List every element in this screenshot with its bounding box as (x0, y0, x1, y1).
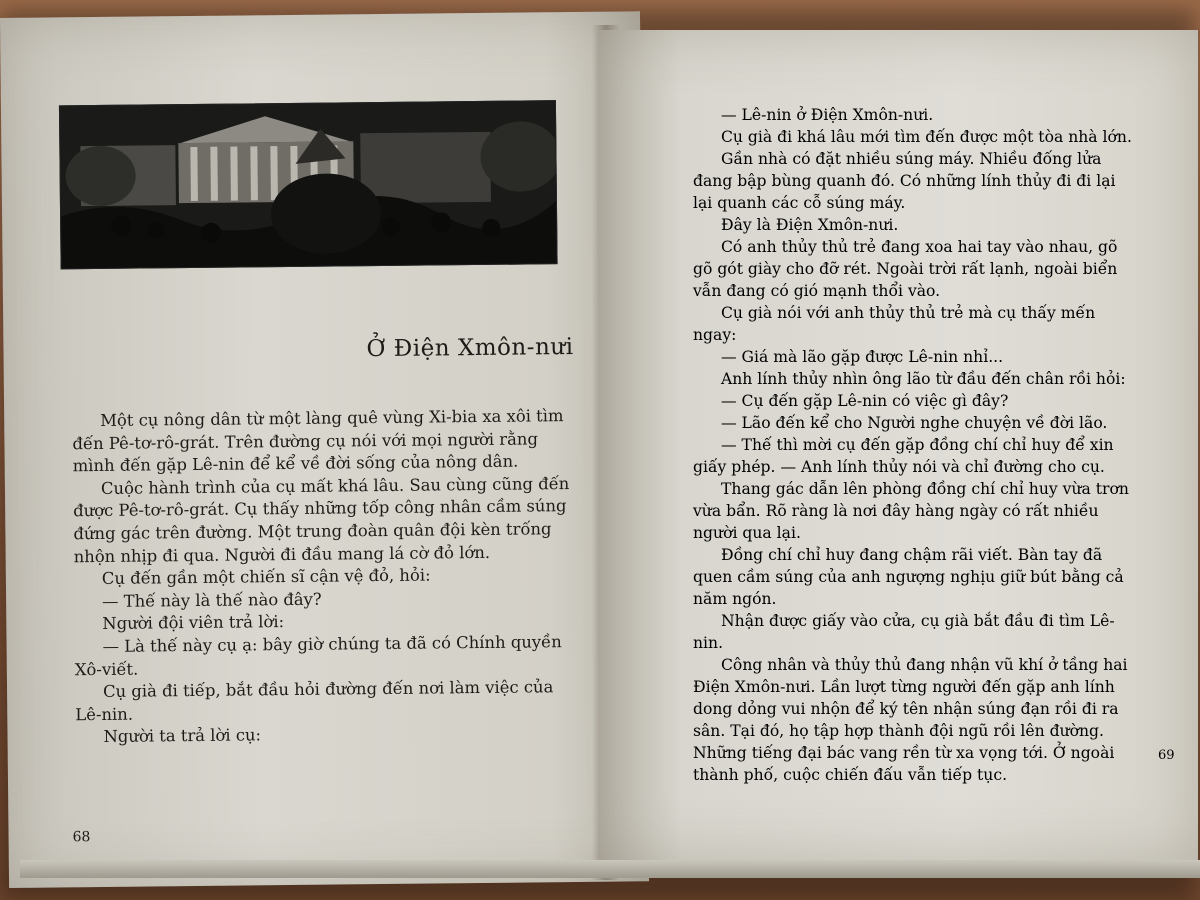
paragraph: Người đội viên trả lời: (102, 612, 285, 634)
left-page-body (72, 405, 581, 749)
paragraph: Một cụ nông dân từ một làng quê vùng Xi-bia xa xôi tìm đến Pê-tơ-rô-grát. Trên đường cụ nói với mọi người rằng mình đến gặp Lê-nin để kể về đời sống của nông dân. (72, 406, 564, 476)
book-bottom-edge (20, 860, 1200, 878)
paragraph: Cụ già đi khá lâu mới tìm đến được một tòa nhà lớn. (721, 128, 1132, 146)
paragraph: — Là thế này cụ ạ: bây giờ chúng ta đã có Chính quyền Xô-viết. (74, 632, 562, 679)
paragraph: Công nhân và thủy thủ đang nhận vũ khí ở tầng hai Điện Xmôn-nưi. Lần lượt từng người đến gặp anh lính dong dỏng vui nhộn để ký tên nhận súng đạn rồi đi ra sân. Tại đó, họ tập hợp thành đội ngũ rồi lên đường. Những tiếng đại bác vang rền từ xa vọng tới. Ở ngoài thành phố, cuộc chiến đấu vẫn tiếp tục. (693, 656, 1128, 784)
paragraph: Người ta trả lời cụ: (103, 725, 262, 747)
paragraph: Gần nhà có đặt nhiều súng máy. Nhiều đống lửa đang bập bùng quanh đó. Có những lính thủy đi đi lại lại quanh các cỗ súng máy. (693, 150, 1116, 212)
paragraph: Anh lính thủy nhìn ông lão từ đầu đến chân rồi hỏi: (721, 370, 1126, 388)
right-page-body (693, 104, 1133, 786)
paragraph: — Giá mà lão gặp được Lê-nin nhỉ... (721, 348, 1004, 366)
paragraph: Đây là Điện Xmôn-nưi. (721, 216, 899, 234)
page-number-right: 69 (1158, 748, 1175, 763)
left-page (0, 11, 649, 888)
illustration-art (60, 101, 557, 268)
paragraph: Có anh thủy thủ trẻ đang xoa hai tay vào nhau, gõ gõ gót giày cho đỡ rét. Ngoài trời rất lạnh, ngoài biển vẫn đang có gió mạnh thổi vào. (693, 238, 1118, 300)
paragraph: Thang gác dẫn lên phòng đồng chí chỉ huy vừa trơn vừa bẩn. Rõ ràng là nơi đây hàng ngày có rất nhiều người qua lại. (693, 480, 1129, 542)
paragraph: Đồng chí chỉ huy đang chậm rãi viết. Bàn tay đã quen cầm súng của anh ngượng nghịu giữ bút bằng cả năm ngón. (693, 546, 1124, 608)
paragraph: Cụ đến gần một chiến sĩ cận vệ đỏ, hỏi: (101, 565, 431, 589)
paragraph: — Thế thì mời cụ đến gặp đồng chí chỉ huy để xin giấy phép. — Anh lính thủy nói và chỉ đường cho cụ. (693, 436, 1114, 476)
paragraph: — Lê-nin ở Điện Xmôn-nưi. (721, 106, 934, 124)
page-number-left: 68 (72, 829, 91, 846)
paragraph: — Thế này là thế nào đây? (102, 589, 322, 611)
paragraph: Cụ già đi tiếp, bắt đầu hỏi đường đến nơi làm việc của Lê-nin. (75, 677, 554, 724)
paragraph: Nhận được giấy vào cửa, cụ già bắt đầu đi tìm Lê-nin. (693, 612, 1115, 652)
paragraph: — Cụ đến gặp Lê-nin có việc gì đây? (721, 392, 1009, 410)
paragraph: Cuộc hành trình của cụ mất khá lâu. Sau cùng cũng đến được Pê-tơ-rô-grát. Cụ thấy những tốp công nhân cầm súng đứng gác trên đường. Một trung đoàn quân đội kèn trống nhộn nhịp đi qua. Người đi đầu mang lá cờ đỏ lớn. (73, 473, 570, 566)
paragraph: Cụ già nói với anh thủy thủ trẻ mà cụ thấy mến ngay: (693, 304, 1096, 344)
illustration-smolny (59, 100, 558, 269)
chapter-title: Ở Điện Xmôn-nưi (366, 334, 574, 363)
paragraph: — Lão đến kể cho Người nghe chuyện về đời lão. (721, 414, 1108, 432)
